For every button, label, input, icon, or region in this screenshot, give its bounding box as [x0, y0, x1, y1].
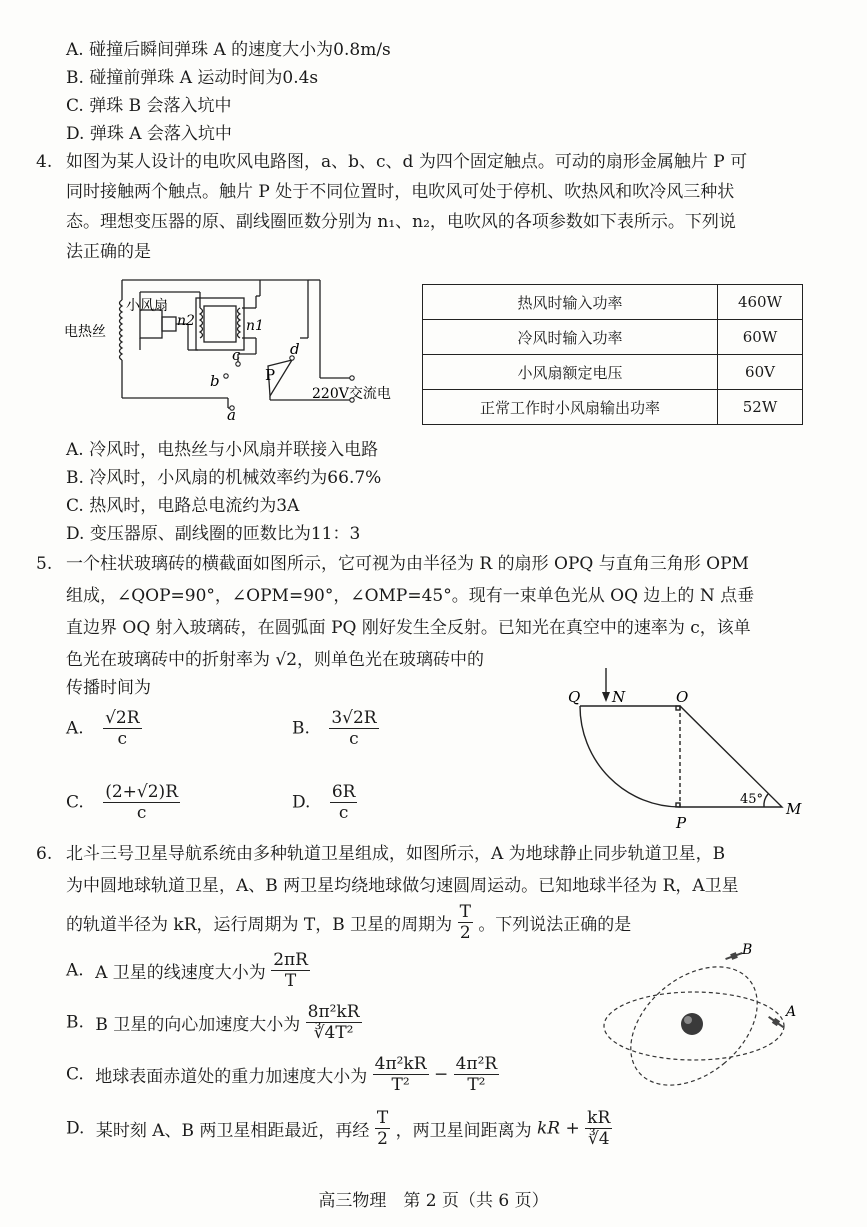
q4-option-d: D. 变压器原、副线圈的匝数比为11：3	[66, 524, 361, 544]
page-footer: 高三物理 第 2 页（共 6 页）	[318, 1191, 549, 1211]
satellite-a-icon	[767, 1014, 785, 1029]
table-row: 冷风时输入功率 60W	[423, 320, 803, 355]
q5-number: 5.	[36, 554, 53, 574]
point-p: P	[676, 814, 687, 832]
n2-label: n2	[177, 313, 195, 329]
table-row: 小风扇额定电压 60V	[423, 355, 803, 390]
q5-option-a: A. $\frac{√2R}{c}$	[66, 708, 140, 749]
parameter-table	[422, 284, 803, 425]
q3-option-b: B. 碰撞前弹珠 A 运动时间为0.4s	[66, 68, 319, 88]
contact-d: d	[290, 340, 300, 358]
contact-b: b	[210, 372, 220, 390]
q6-stem-line: 北斗三号卫星导航系统由多种轨道卫星组成，如图所示，A 为地球静止同步轨道卫星，B	[66, 844, 726, 864]
point-n: N	[612, 688, 626, 706]
q6-option-d: D. 某时刻 A、B 两卫星相距最近，再经 $\frac{T}{2}$ ，两卫星间距离为 kR + $\frac{kR}{∛4}$	[66, 1108, 611, 1149]
glass-brick-figure	[560, 660, 810, 835]
q4-stem-line: 如图为某人设计的电吹风电路图，a、b、c、d 为四个固定触点。可动的扇形金属触片 P 可	[66, 152, 748, 172]
source-label: 220V交流电	[312, 386, 391, 402]
q5-stem-line: 直边界 OQ 射入玻璃砖，在圆弧面 PQ 刚好发生全反射。已知光在真空中的速率为 c，该单	[66, 618, 751, 638]
q4-number: 4.	[36, 152, 53, 172]
q3-option-c: C. 弹珠 B 会落入坑中	[66, 96, 232, 116]
q5-stem-line: 传播时间为	[66, 678, 151, 698]
q4-stem-line: 态。理想变压器的原、副线圈匝数分别为 n₁、n₂，电吹风的各项参数如下表所示。下列说	[66, 212, 736, 232]
table-row: 热风时输入功率 460W	[423, 285, 803, 320]
table-row: 正常工作时小风扇输出功率 52W	[423, 390, 803, 425]
q5-option-b: B. $\frac{3√2R}{c}$	[292, 708, 377, 749]
q6-stem-line: 的轨道半径为 kR，运行周期为 T，B 卫星的周期为 $\frac{T}{2}$ 。下列说法正确的是	[66, 902, 632, 943]
q4-stem-line: 同时接触两个触点。触片 P 处于不同位置时，电吹风可处于停机、吹热风和吹冷风三种状	[66, 182, 735, 202]
angle-label: 45°	[740, 792, 764, 807]
contact-p: P	[265, 366, 276, 384]
q6-number: 6.	[36, 844, 53, 864]
q5-option-d: D. $\frac{6R}{c}$	[292, 782, 356, 823]
q4-stem-line: 法正确的是	[66, 242, 151, 262]
satellite-b-icon	[725, 950, 744, 962]
heater-label: 电热丝	[64, 324, 106, 340]
q4-option-b: B. 冷风时，小风扇的机械效率约为66.7%	[66, 468, 382, 488]
q4-option-a: A. 冷风时，电热丝与小风扇并联接入电路	[66, 440, 379, 460]
q6-option-a: A. A 卫星的线速度大小为 $\frac{2\pi R}{T}$	[66, 950, 308, 991]
contact-c: c	[232, 346, 241, 364]
n1-label: n1	[246, 318, 264, 334]
orbit-figure	[598, 940, 808, 1095]
circuit-diagram	[60, 270, 415, 425]
fan-label: 小风扇	[126, 298, 168, 314]
q4-option-c: C. 热风时，电路总电流约为3A	[66, 496, 300, 516]
q6-stem-line: 为中圆地球轨道卫星，A、B 两卫星均绕地球做匀速圆周运动。已知地球半径为 R，A卫星	[66, 876, 739, 896]
point-o: O	[676, 688, 689, 706]
q3-option-d: D. 弹珠 A 会落入坑中	[66, 124, 232, 144]
satellite-a-label: A	[786, 1004, 797, 1020]
q6-option-c: C. 地球表面赤道处的重力加速度大小为 $\frac{\text{4π²kR}}{\text{T²}}$ − $\frac{\text{4π²R}}{\text{T²}}$	[66, 1054, 498, 1095]
q3-option-a: A. 碰撞后瞬间弹珠 A 的速度大小为0.8m/s	[66, 40, 391, 60]
q5-option-c: C. $\frac{(2+√2)R}{c}$	[66, 782, 178, 823]
contact-a: a	[227, 406, 236, 424]
q5-stem-line: 组成，∠QOP=90°，∠OPM=90°，∠OMP=45°。现有一束单色光从 OQ 边上的 N 点垂	[66, 586, 755, 606]
earth-icon	[681, 1013, 703, 1035]
point-q: Q	[568, 688, 581, 706]
q5-stem-line: 色光在玻璃砖中的折射率为 √2，则单色光在玻璃砖中的	[66, 650, 485, 670]
q6-option-b: B. B 卫星的向心加速度大小为 $\frac{\text{8π²kR}}{\text{∛4T²}}$	[66, 1002, 360, 1043]
point-m: M	[786, 800, 802, 818]
satellite-b-label: B	[742, 942, 753, 958]
q5-stem-line: 一个柱状玻璃砖的横截面如图所示，它可视为由半径为 R 的扇形 OPQ 与直角三角形 OPM	[66, 554, 749, 574]
